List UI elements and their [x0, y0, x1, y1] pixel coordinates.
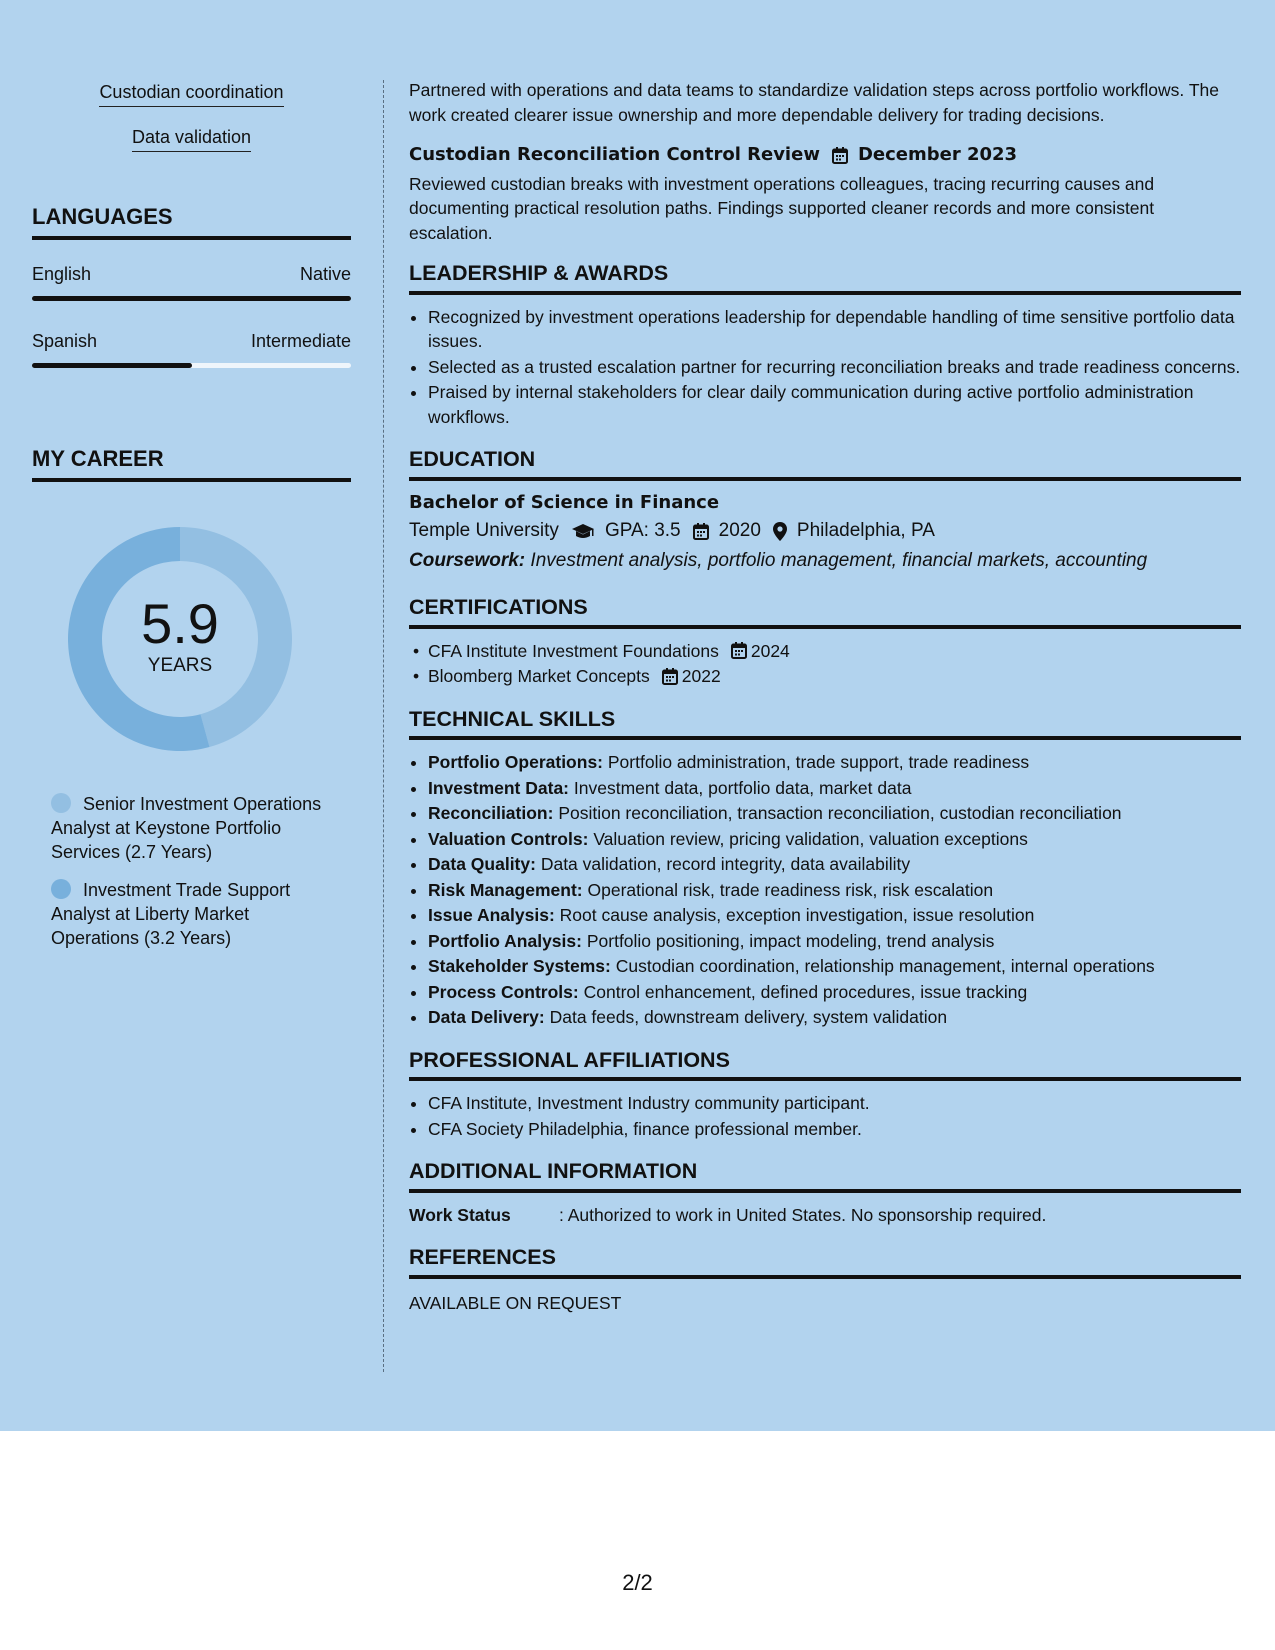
skill-tag	[32, 127, 351, 152]
technical-skill-item	[428, 929, 1241, 954]
technical-skill-value: Data feeds, downstream delivery, system validation	[549, 1007, 948, 1027]
affiliations-heading: PROFESSIONAL AFFILIATIONS	[409, 1048, 1241, 1082]
technical-skill-item	[428, 801, 1241, 826]
list-item: • Recognized by investment operations leadership for dependable handling of time sensitive portfolio data issues.	[428, 305, 1241, 354]
career-heading: MY CAREER	[32, 446, 351, 482]
career-legend-item	[51, 878, 331, 950]
technical-skill-item	[428, 776, 1241, 801]
language-bar-fill	[32, 363, 192, 368]
certification-year: 2022	[681, 666, 721, 686]
intro-paragraph: Partnered with operations and data teams to standardize validation steps across portfolio workflows. The work created clearer issue ownership and more dependable delivery for trading decisions.	[409, 80, 1219, 125]
languages-heading: LANGUAGES	[32, 204, 351, 240]
left-column	[32, 70, 351, 950]
legend-label: Senior Investment Operations Analyst at Keystone Portfolio Services (2.7 Years)	[51, 794, 322, 862]
education-details	[409, 519, 1241, 544]
list-item: • Praised by internal stakeholders for clear daily communication during active portfolio administration workflows.	[428, 380, 1241, 429]
calendar-icon	[662, 668, 678, 685]
column-divider	[383, 80, 384, 1372]
language-level: Intermediate	[250, 331, 351, 351]
coursework-label: Coursework:	[409, 549, 526, 571]
technical-skill-value: Data validation, record integrity, data availability	[540, 854, 911, 874]
technical-skill-item	[428, 954, 1241, 979]
language-item	[32, 331, 351, 368]
certification-item	[428, 664, 1241, 689]
project-date: December 2023	[857, 144, 1018, 165]
education-coursework	[409, 549, 1241, 574]
legend-dot	[51, 879, 71, 899]
language-bar	[32, 363, 351, 368]
technical-skill-label: Risk Management:	[428, 879, 583, 900]
donut-center	[65, 524, 295, 754]
career-unit: YEARS	[147, 655, 213, 676]
list-item: • CFA Institute, Investment Industry community participant.	[428, 1091, 1241, 1116]
technical-skill-value: Operational risk, trade readiness risk, risk escalation	[587, 879, 994, 900]
right-column	[409, 78, 1241, 1315]
leadership-heading: LEADERSHIP & AWARDS	[409, 261, 1241, 295]
additional-info-heading: ADDITIONAL INFORMATION	[409, 1159, 1241, 1193]
career-legend-item	[51, 792, 331, 864]
work-status-label: Work Status	[409, 1204, 511, 1225]
technical-skill-value: Portfolio administration, trade support, trade readiness	[607, 752, 1030, 772]
technical-skill-value: Valuation review, pricing validation, valuation exceptions	[593, 828, 1028, 849]
career-total-years: 5.9	[141, 592, 219, 655]
calendar-icon	[832, 147, 848, 164]
skill-tag-text: Custodian coordination	[99, 82, 283, 107]
technical-skill-label: Process Controls:	[428, 981, 579, 1002]
technical-skill-label: Data Delivery:	[428, 1007, 545, 1027]
education-gpa: GPA: 3.5	[604, 520, 681, 541]
education-location: Philadelphia, PA	[796, 520, 935, 541]
certification-name: • CFA Institute Investment Foundations	[428, 640, 719, 661]
project-description: Reviewed custodian breaks with investment operations colleagues, tracing recurring causes and documenting practical resolution paths. Findings supported cleaner records and more consistent escalation.	[409, 173, 1155, 243]
work-status-value: : Authorized to work in United States. No sponsorship required.	[559, 1204, 1047, 1225]
location-pin-icon	[773, 522, 787, 541]
technical-skill-value: Control enhancement, defined procedures, issue tracking	[583, 981, 1028, 1002]
project-title: Custodian Reconciliation Control Review	[409, 144, 820, 165]
technical-skill-value: Portfolio positioning, impact modeling, trend analysis	[586, 930, 995, 951]
technical-skill-label: Investment Data:	[428, 777, 570, 798]
project-title-row	[409, 143, 1241, 168]
technical-skill-value: Root cause analysis, exception investigation, issue resolution	[559, 905, 1035, 925]
language-bar	[32, 296, 351, 301]
technical-skill-label: Portfolio Analysis:	[428, 930, 582, 951]
leadership-list	[409, 305, 1241, 430]
education-school: Temple University	[409, 520, 559, 541]
skill-tag-text: Data validation	[132, 127, 251, 152]
language-bar-fill	[32, 296, 351, 301]
technical-skill-label: Stakeholder Systems:	[428, 956, 611, 976]
certification-year: 2024	[750, 640, 790, 661]
technical-skill-label: Reconciliation:	[428, 803, 554, 823]
technical-skill-label: Valuation Controls:	[428, 828, 589, 849]
page-number: 2/2	[622, 1570, 653, 1595]
career-donut-chart	[65, 524, 295, 754]
certification-name: • Bloomberg Market Concepts	[428, 666, 650, 686]
technical-skill-item	[428, 827, 1241, 852]
technical-skills-list	[409, 750, 1241, 1030]
legend-dot	[51, 793, 71, 813]
technical-skill-item	[428, 1005, 1241, 1030]
technical-skill-item	[428, 903, 1241, 928]
language-name: English	[32, 264, 92, 284]
legend-label: Investment Trade Support Analyst at Liberty Market Operations (3.2 Years)	[51, 880, 291, 948]
certification-item	[428, 639, 1241, 664]
technical-skill-value: Custodian coordination, relationship management, internal operations	[615, 956, 1155, 976]
technical-skill-item	[428, 980, 1241, 1005]
education-heading: EDUCATION	[409, 447, 1241, 481]
calendar-icon	[693, 523, 709, 540]
technical-skill-value: Investment data, portfolio data, market data	[573, 777, 912, 798]
technical-skill-item	[428, 750, 1241, 775]
skill-tag	[32, 82, 351, 107]
education-year: 2020	[718, 520, 761, 541]
language-name: Spanish	[32, 331, 98, 351]
technical-skill-item	[428, 878, 1241, 903]
language-item	[32, 264, 351, 301]
technical-skill-value: Position reconciliation, transaction reconciliation, custodian reconciliation	[558, 803, 1122, 823]
list-item: • CFA Society Philadelphia, finance professional member.	[428, 1117, 1241, 1142]
affiliations-list	[409, 1091, 1241, 1141]
calendar-icon	[731, 642, 747, 659]
certifications-heading: CERTIFICATIONS	[409, 595, 1241, 629]
references-heading: REFERENCES	[409, 1245, 1241, 1279]
graduation-cap-icon	[571, 523, 595, 540]
technical-skill-label: Data Quality:	[428, 854, 536, 874]
coursework-text: Investment analysis, portfolio management, financial markets, accounting	[530, 549, 1148, 571]
language-level: Native	[299, 264, 351, 284]
technical-skill-label: Issue Analysis:	[428, 905, 555, 925]
work-status-row	[409, 1203, 1241, 1228]
references-text: AVAILABLE ON REQUEST	[409, 1292, 622, 1313]
education-degree: Bachelor of Science in Finance	[409, 491, 720, 513]
list-item: • Selected as a trusted escalation partner for recurring reconciliation breaks and trade readiness concerns.	[428, 355, 1241, 380]
technical-skill-item	[428, 852, 1241, 877]
certifications-list	[409, 639, 1241, 689]
technical-skill-label: Portfolio Operations:	[428, 752, 603, 772]
technical-skills-heading: TECHNICAL SKILLS	[409, 707, 1241, 741]
